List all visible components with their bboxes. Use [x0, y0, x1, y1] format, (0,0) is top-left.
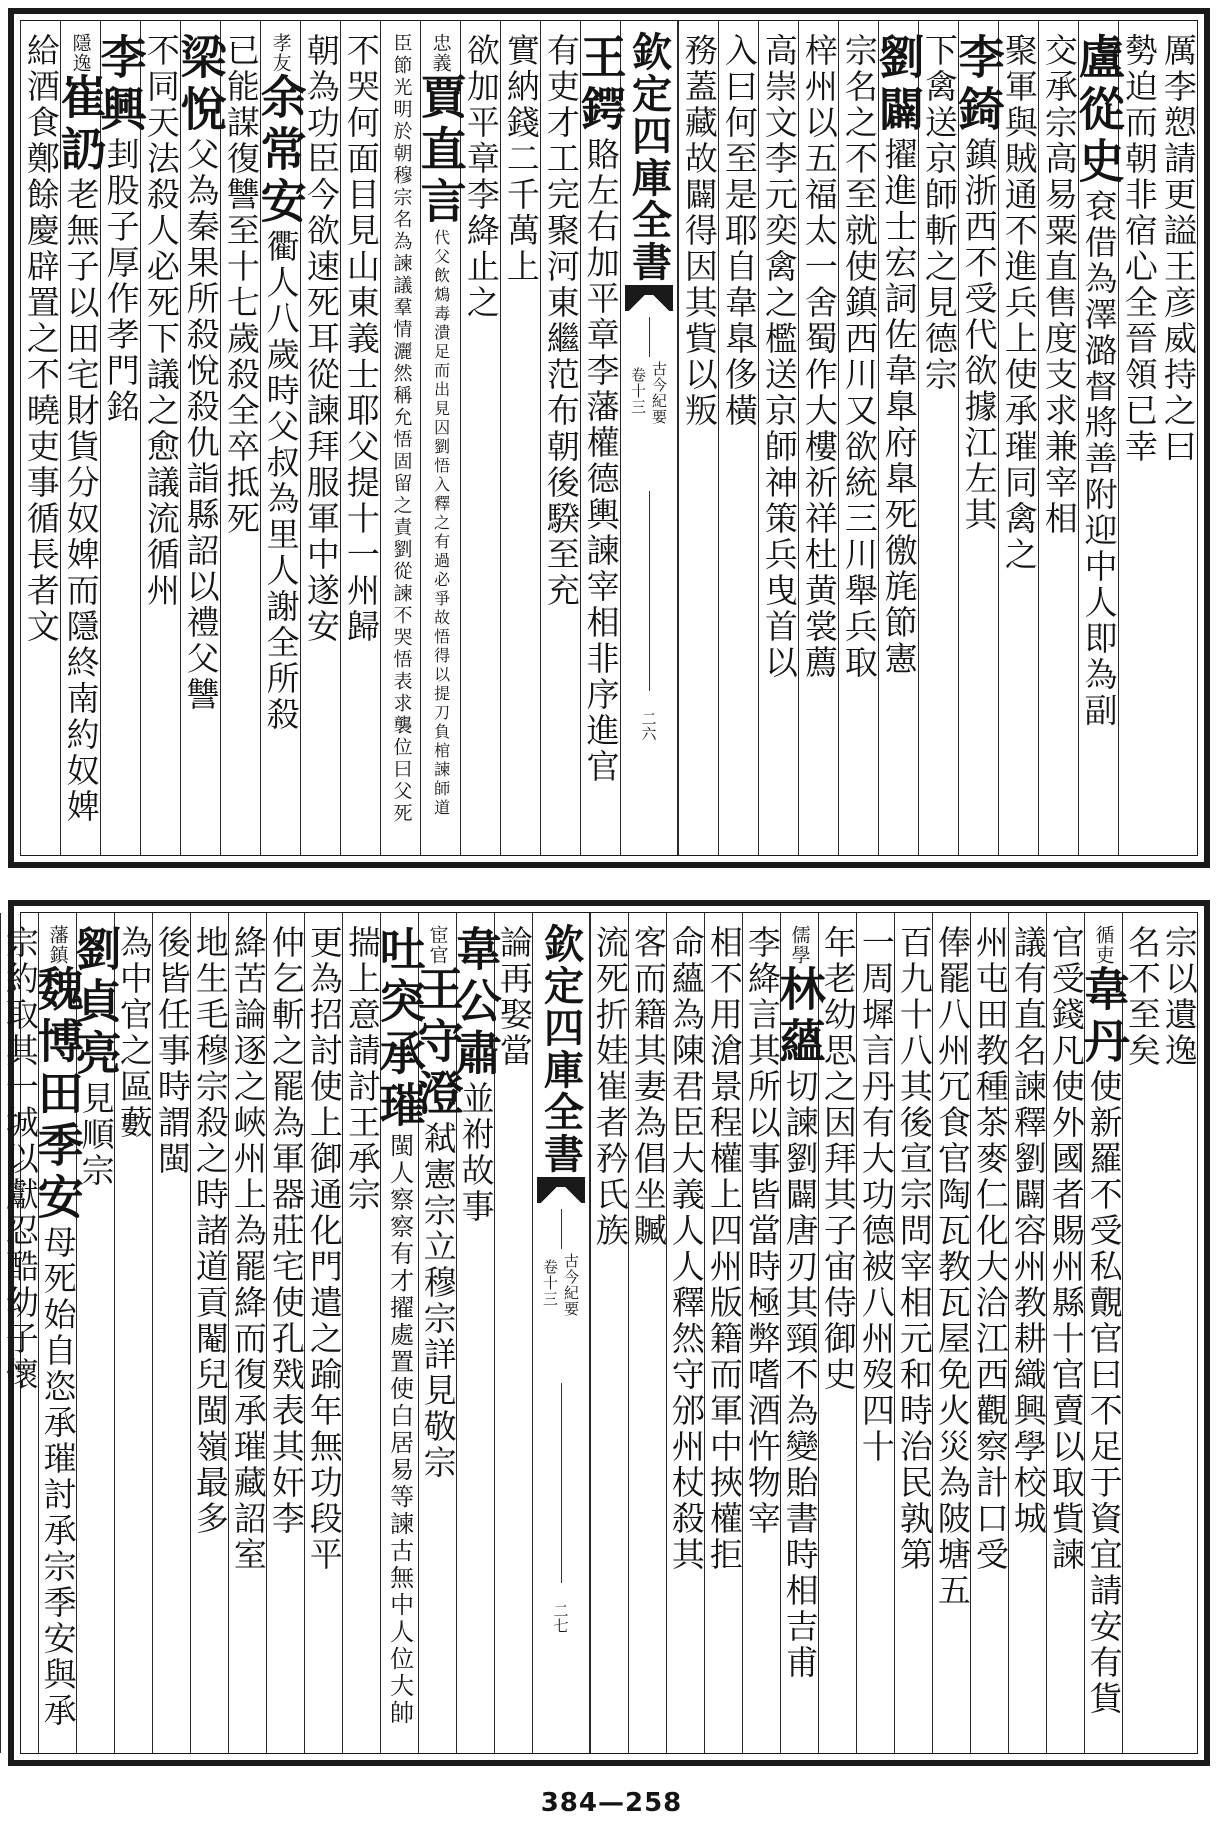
- column-text: [413, 33, 468, 818]
- column-line: 高崇文李元奕禽之檻送京師神策兵曳首以: [759, 33, 799, 681]
- column-line: 不同天法殺人必死下議之愈議流循州: [141, 33, 181, 609]
- category-note: 忠義: [429, 33, 452, 73]
- book-subtitle: 古今紀要: [562, 1253, 580, 1317]
- column-text: [372, 925, 427, 1727]
- text-column: [894, 913, 932, 1753]
- text-column: [998, 21, 1038, 855]
- column-line: 州屯田教種茶麥仁化大洽江西觀察計口受: [970, 925, 1010, 1573]
- entry-body: 鎮浙西不受代欲據江左其: [959, 137, 999, 533]
- entry-heading: 王守澄: [410, 965, 465, 1121]
- column-line: 名不至矣: [1122, 925, 1162, 1069]
- entry-body: 老無子以田宅財貨分奴婢而隱終南約奴婢: [61, 177, 101, 825]
- entry-body: 代父飲鴆毒潰足而出見囚劉悟入釋之有過必爭故悟得以提刀負棺諫師道: [431, 229, 451, 818]
- column-line: 流死折娃崔者矜氏族: [590, 925, 630, 1249]
- entry-body: 母死始自恣承璀討承宗季安與承: [38, 1225, 78, 1729]
- column-text: [1159, 925, 1199, 1069]
- column-text: [1076, 925, 1131, 1717]
- entry-heading: 劉闢: [871, 33, 926, 137]
- column-text: [951, 33, 1006, 533]
- lower-page: [0, 900, 1210, 1766]
- column-line: 論再娶當: [494, 925, 534, 1069]
- text-column: [140, 21, 180, 855]
- volume-number: 卷十三: [541, 1259, 559, 1307]
- text-column: [758, 21, 798, 855]
- column-text: [590, 925, 630, 1249]
- column-text: [704, 925, 744, 1573]
- text-column: [190, 913, 228, 1753]
- column-text: [970, 925, 1010, 1573]
- column-line: 務蓋藏故闢得因其貲以叛: [679, 33, 719, 429]
- entry-body: 擢進士宏詞佐韋臯府臯死徼旄節憲: [879, 137, 919, 677]
- fishtail-ornament: [537, 1177, 585, 1203]
- column-text: [21, 33, 61, 645]
- text-column: [413, 21, 468, 855]
- center-fold-margin: [532, 913, 590, 1753]
- text-column: [380, 21, 420, 855]
- text-column: [500, 21, 540, 855]
- text-column: [1038, 21, 1078, 855]
- text-column: [30, 913, 85, 1753]
- volume-number: 卷十三: [629, 367, 647, 415]
- text-column: [856, 913, 894, 1753]
- column-text: [1008, 925, 1048, 1537]
- column-text: [541, 33, 581, 609]
- entry-heading: 余常安: [253, 73, 308, 229]
- entry-heading: 魏博田季安: [30, 965, 85, 1225]
- column-line: 臣節光明於朝穆宗名為諫議羣情灑然稱允悟固留之責劉從諫不哭悟表求襲位曰父死: [390, 33, 413, 825]
- entry-heading: 梁悅: [173, 33, 228, 137]
- column-line: 勢迫而朝非宿心全晉領已幸: [1119, 33, 1159, 465]
- text-column: [871, 21, 926, 855]
- column-text: [573, 33, 628, 785]
- column-line: 宗名之不至就使鎮西川又欲統三川舉兵取: [839, 33, 879, 681]
- text-column: [951, 21, 1006, 855]
- column-line: 已能謀復讐至十七歲殺全卒抵死: [221, 33, 261, 537]
- text-column: [53, 21, 108, 855]
- column-line: 絳苦論逐之峽州上為罷絳而復承璀藏詔室: [228, 925, 268, 1573]
- upper-page-columns: [21, 21, 1197, 855]
- column-text: [1158, 33, 1198, 465]
- entry-heading: 李興: [93, 33, 148, 137]
- column-line: 仲乞斬之罷為軍器莊宅使孔戣表其奸李: [266, 925, 306, 1537]
- text-column: [628, 913, 666, 1753]
- text-column: [253, 21, 308, 855]
- text-column: [342, 913, 380, 1753]
- entry-heading: 韋丹: [1076, 965, 1131, 1069]
- text-column: [152, 913, 190, 1753]
- column-line: 下禽送京師斬之見德宗: [919, 33, 959, 393]
- column-line: 厲李愬請更謚王彦威持之曰: [1158, 33, 1198, 465]
- column-text: [742, 925, 782, 1537]
- column-text: [30, 925, 85, 1729]
- text-column: [666, 913, 704, 1753]
- column-text: [53, 33, 108, 825]
- column-line: 不哭何面目見山東義士耶父提十一州歸: [341, 33, 381, 645]
- column-text: [304, 925, 344, 1573]
- column-text: [461, 33, 501, 321]
- column-text: [341, 33, 381, 645]
- text-column: [1076, 913, 1131, 1753]
- text-column: [932, 913, 970, 1753]
- column-line: 百九十八其後宣宗問宰相元和時治民孰第: [894, 925, 934, 1573]
- column-text: [190, 925, 230, 1537]
- entry-body: 袞借為澤潞督將善附迎中人即為副: [1079, 189, 1119, 729]
- column-line: 宗以遺逸: [1159, 925, 1199, 1069]
- category-note: 隱逸: [69, 33, 92, 73]
- entry-body: 見順宗: [76, 1081, 116, 1189]
- column-text: [666, 925, 706, 1573]
- text-column: [1158, 21, 1197, 855]
- entry-body: 賂左右加平章李藩權德輿諫宰相非序進官: [581, 137, 621, 785]
- folio-number: 二六: [639, 711, 658, 741]
- column-line: 年老幼思之因拜其子宙侍御史: [818, 925, 858, 1393]
- center-fold-margin: [620, 21, 678, 855]
- column-line: 宗約取其一城以獻忍酷幼子懷: [0, 925, 40, 1393]
- entry-heading: 李錡: [951, 33, 1006, 137]
- column-text: [221, 33, 261, 537]
- text-column: [1046, 913, 1084, 1753]
- text-column: [678, 21, 718, 855]
- text-column: [798, 21, 838, 855]
- text-column: [173, 21, 228, 855]
- book-title: 欽定四庫全書: [537, 923, 585, 1175]
- column-text: [856, 925, 896, 1465]
- column-line: 為中官之區藪: [114, 925, 154, 1141]
- column-text: [719, 33, 759, 429]
- text-column: [838, 21, 878, 855]
- column-line: 俸罷八州冗食官陶瓦教瓦屋免火災為陂塘五: [932, 925, 972, 1609]
- category-note: 循吏: [1092, 925, 1115, 965]
- column-line: 梓州以五福太一舍蜀作大樓祈祥杜黄裳薦: [799, 33, 839, 681]
- entry-body: 父為秦果所殺悅殺仇詣縣詔以禮父讐: [181, 137, 221, 713]
- column-text: [1071, 33, 1126, 729]
- column-line: 交承宗高易粟直售度支求兼宰相: [1039, 33, 1079, 537]
- text-column: [772, 913, 827, 1753]
- column-text: [628, 925, 668, 1249]
- column-line: 客而籍其妻為倡坐贓: [628, 925, 668, 1249]
- column-text: [173, 33, 228, 713]
- entry-heading: 崔䚮: [53, 73, 108, 177]
- text-column: [540, 21, 580, 855]
- column-line: 揣上意請討王承宗: [342, 925, 382, 1213]
- entry-body: 衢人八歲時父叔為里人謝全所殺: [261, 229, 301, 733]
- category-note: 藩鎮: [46, 925, 69, 965]
- lower-page-columns: [0, 913, 1199, 1753]
- column-text: [932, 925, 972, 1609]
- column-text: [342, 925, 382, 1213]
- column-text: [1119, 33, 1159, 465]
- entry-heading: 盧從史: [1071, 33, 1126, 189]
- text-column: [228, 913, 266, 1753]
- text-column: [704, 913, 742, 1753]
- text-column: [1160, 913, 1197, 1753]
- page-number-footer: 384—258: [540, 1788, 683, 1818]
- upper-page: [8, 8, 1210, 868]
- entry-body: 使新羅不受私覿官曰不足于資宜請安有貨: [1084, 1069, 1124, 1717]
- text-column: [304, 913, 342, 1753]
- volume-label: [540, 1253, 582, 1317]
- text-column: [20, 21, 60, 855]
- fishtail-ornament: [625, 285, 673, 311]
- column-line: 地生毛穆宗殺之時諸道貢閹兒閩嶺最多: [190, 925, 230, 1537]
- text-column: [1071, 21, 1126, 855]
- column-text: [253, 33, 308, 733]
- category-note: 宦官: [426, 925, 449, 965]
- column-line: 朝為功臣今欲速死耳從諫拜服軍中遂安: [301, 33, 341, 645]
- column-text: [0, 925, 40, 1393]
- column-line: 議有直名諫釋劉闢容州教耕織興學校城: [1008, 925, 1048, 1537]
- book-title: 欽定四庫全書: [625, 31, 673, 283]
- category-note: 儒學: [788, 925, 811, 965]
- entry-heading: 吐突承璀: [372, 925, 427, 1133]
- column-text: [301, 33, 341, 645]
- column-text: [772, 925, 827, 1681]
- entry-heading: 韋公肅: [448, 925, 503, 1081]
- column-line: 有吏才工完聚河東繼范布朝後騤至充: [541, 33, 581, 609]
- column-line: 命蘊為陳君臣大義人人釋然守邠州杖殺其: [666, 925, 706, 1573]
- entry-body: 弒憲宗立穆宗詳見敬宗: [418, 1121, 458, 1481]
- column-line: 官受錢凡使外國者賜州縣十官賣以取貲諫: [1046, 925, 1086, 1573]
- column-line: 相不用滄景程權上四州版籍而軍中挾權拒: [704, 925, 744, 1573]
- text-column: [220, 21, 260, 855]
- column-text: [759, 33, 799, 681]
- volume-label: [628, 361, 670, 425]
- column-line: 給酒食鄭餘慶辟置之不曉吏事循長者文: [21, 33, 61, 645]
- column-line: 實納錢二千萬上: [501, 33, 541, 285]
- column-text: [501, 33, 541, 285]
- entry-body: 刲股子厚作孝門銘: [101, 137, 141, 425]
- column-text: [152, 925, 192, 1177]
- column-text: [266, 925, 306, 1537]
- column-text: [141, 33, 181, 609]
- column-text: [919, 33, 959, 393]
- column-text: [839, 33, 879, 681]
- column-line: 欲加平章李絳止之: [461, 33, 501, 321]
- text-column: [742, 913, 780, 1753]
- text-column: [0, 913, 38, 1753]
- text-column: [372, 913, 427, 1753]
- column-text: [871, 33, 926, 677]
- entry-body: 閩人察察有才擢處置使白居易等諫古無中人位大帥: [385, 1133, 414, 1727]
- text-column: [573, 21, 628, 855]
- column-text: [228, 925, 268, 1573]
- column-text: [894, 925, 934, 1573]
- text-column: [918, 21, 958, 855]
- column-text: [1039, 33, 1079, 537]
- text-column: [340, 21, 380, 855]
- entry-body: 並祔故事: [456, 1081, 496, 1225]
- column-line: 李絳言其所以事皆當時極弊嗜酒忤物宰: [742, 925, 782, 1537]
- column-text: [391, 33, 411, 825]
- column-line: 一周墀言丹有大功德被八州歿四十: [856, 925, 896, 1465]
- book-subtitle: 古今紀要: [650, 361, 668, 425]
- text-column: [970, 913, 1008, 1753]
- column-line: 聚軍與賊通不進兵上使承璀同禽之: [999, 33, 1039, 573]
- entry-heading: 王鍔: [573, 33, 628, 137]
- column-text: [799, 33, 839, 681]
- entry-heading: 賈直言: [413, 73, 468, 229]
- text-column: [266, 913, 304, 1753]
- column-text: [1046, 925, 1086, 1573]
- column-text: [999, 33, 1039, 573]
- entry-heading: 劉貞亮: [68, 925, 123, 1081]
- category-note: 孝友: [269, 33, 292, 73]
- folio-number: 二七: [551, 1603, 570, 1633]
- column-line: 後皆任事時謂閩: [152, 925, 192, 1177]
- text-column: [1008, 913, 1046, 1753]
- column-line: 更為招討使上御通化門遣之踰年無功段平: [304, 925, 344, 1573]
- column-text: [679, 33, 719, 429]
- text-column: [718, 21, 758, 855]
- column-line: 入曰何至是耶自韋臯侈橫: [719, 33, 759, 429]
- entry-body: 切諫劉闢唐刃其頸不為變貽書時相吉甫: [780, 1069, 820, 1681]
- entry-heading: 林蘊: [772, 965, 827, 1069]
- text-column: [590, 913, 628, 1753]
